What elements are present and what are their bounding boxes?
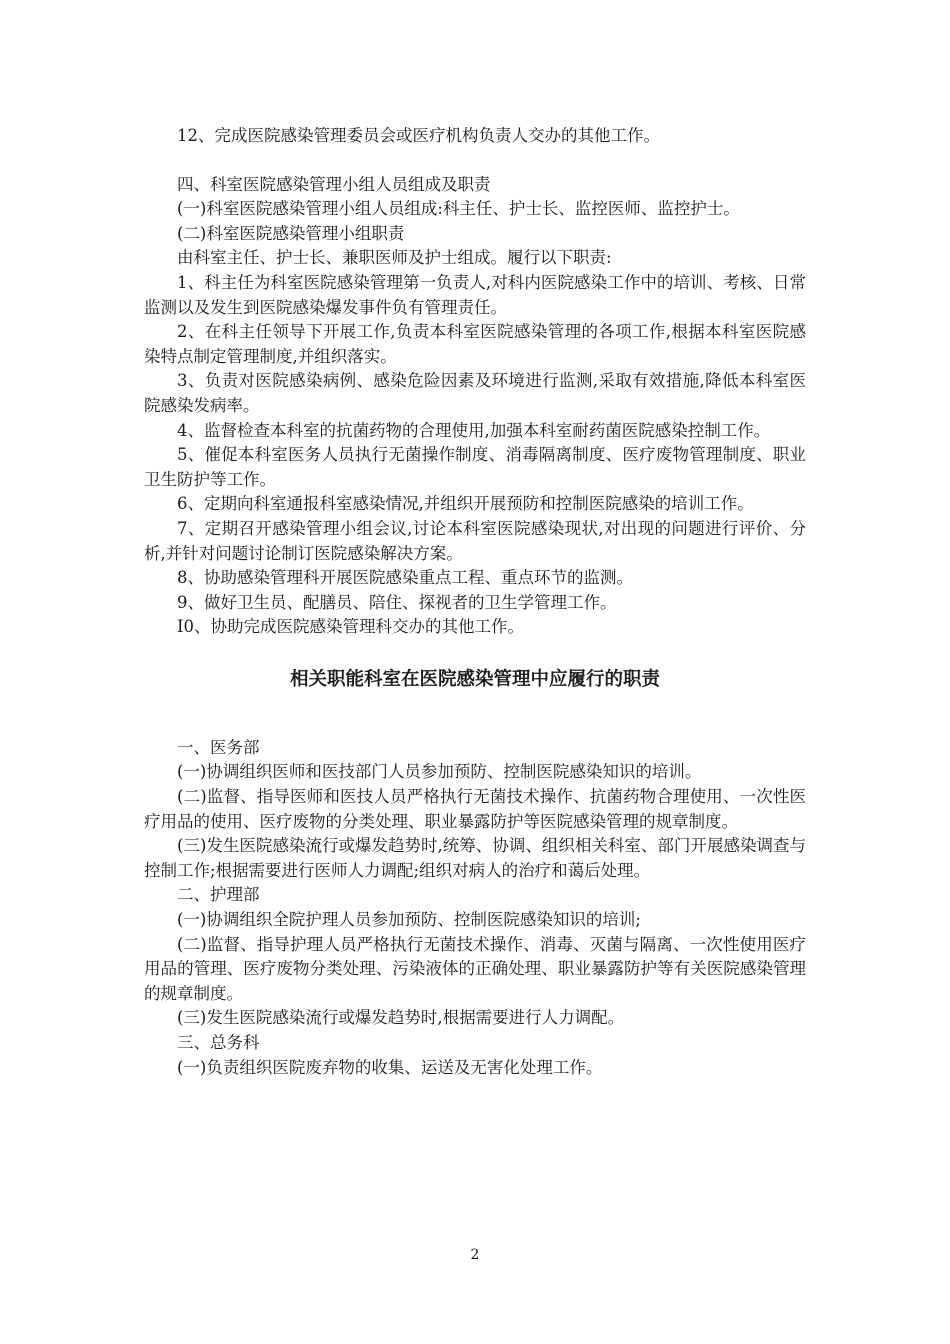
duty-item: 5、催促本科室医务人员执行无菌操作制度、消毒隔离制度、医疗废物管理制度、职业卫生防护等工作。: [144, 445, 806, 489]
duty-item: 1、科主任为科室医院感染管理第一负责人,对科内医院感染工作中的培训、考核、日常监测以及发生到医院感染爆发事件负有管理责任。: [144, 272, 806, 317]
heading-medical-dept: 一、医务部: [177, 737, 260, 757]
nursing-dept-item: (一)协调组织全院护理人员参加预防、控制医院感染知识的培训;: [177, 910, 641, 930]
duty-item: 6、定期向科室通报科室感染情况,并组织开展预防和控制医院感染的培训工作。: [177, 494, 754, 514]
medical-dept-item: (二)监督、指导医师和医技人员严格执行无菌技术操作、抗菌药物合理使用、一次性医疗用品的使用、医疗废物的分类处理、职业暴露防护等医院感染管理的规章制度。: [144, 787, 806, 831]
heading-nursing-dept: 二、护理部: [177, 885, 260, 905]
medical-dept-item: (一)协调组织医师和医技部门人员参加预防、控制医院感染知识的培训。: [177, 762, 702, 782]
page-content: [144, 124, 806, 1080]
nursing-dept-item: (三)发生医院感染流行或爆发趋势时,根据需要进行人力调配。: [177, 1008, 625, 1028]
section-heading-group-duties: 四、科室医院感染管理小组人员组成及职责: [177, 174, 491, 194]
duty-item: 9、做好卫生员、配膳员、陪住、探视者的卫生学管理工作。: [177, 592, 617, 612]
paragraph-item-12: 12、完成医院感染管理委员会或医疗机构负责人交办的其他工作。: [177, 126, 660, 145]
duty-item: 7、定期召开感染管理小组会议,讨论本科室医院感染现状,对出现的问题进行评价、分析,并针对问题讨论制订医院感染解决方案。: [144, 518, 806, 563]
duty-item: I0、协助完成医院感染管理科交办的其他工作。: [177, 617, 525, 637]
section-title: 相关职能科室在医院感染管理中应履行的职责: [289, 668, 660, 690]
nursing-dept-item: (二)监督、指导护理人员严格执行无菌技术操作、消毒、灭菌与隔离、一次性使用医疗用品的管理、医疗废物分类处理、污染液体的正确处理、职业暴露防护等有关医院感染管理的规章制度。: [144, 934, 806, 1003]
duty-item: 3、负责对医院感染病例、感染危险因素及环境进行监测,采取有效措施,降低本科室医院感染发病率。: [144, 371, 806, 415]
duty-item: 4、监督检查本科室的抗菌药物的合理使用,加强本科室耐药菌医院感染控制工作。: [177, 420, 771, 440]
spacer: [144, 694, 806, 736]
general-affairs-item: (一)负责组织医院废弃物的收集、运送及无害化处理工作。: [177, 1057, 603, 1077]
medical-dept-item: (三)发生医院感染流行或爆发趋势时,统筹、协调、组织相关科室、部门开展感染调查与控制工作;根据需要进行医师人力调配;组织对病人的治疗和蔼后处理。: [144, 836, 806, 880]
duty-item: 8、协助感染管理科开展医院感染重点工程、重点环节的监测。: [177, 568, 633, 588]
spacer: [144, 149, 806, 173]
page-number: 2: [470, 1247, 480, 1263]
subheading-group-duties: (二)科室医院感染管理小组职责: [177, 223, 405, 243]
paragraph-group-composition: (一)科室医院感染管理小组人员组成:科主任、护士长、监控医师、监控护士。: [177, 199, 740, 219]
heading-general-affairs: 三、总务科: [177, 1033, 260, 1052]
spacer: [144, 640, 806, 666]
duty-item: 2、在科主任领导下开展工作,负责本科室医院感染管理的各项工作,根据本科室医院感染特点制定管理制度,并组织落实。: [144, 322, 806, 366]
paragraph-duties-intro: 由科室主任、护士长、兼职医师及护士组成。履行以下职责:: [177, 248, 612, 268]
